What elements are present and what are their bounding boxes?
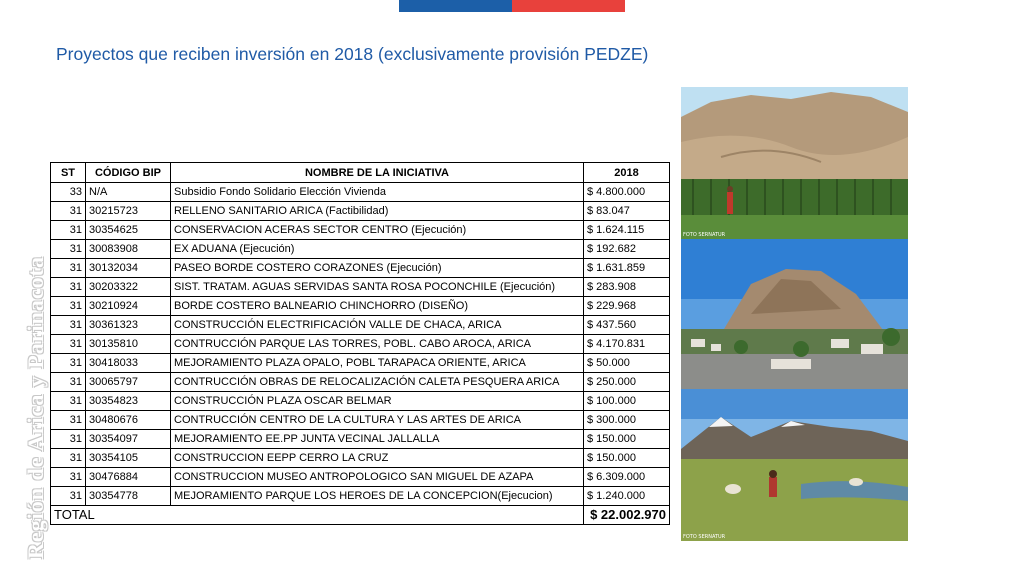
cell-nombre: CONTRUCCIÓN PARQUE LAS TORRES, POBL. CABO AROCA, ARICA: [171, 335, 584, 354]
cell-st: 31: [51, 335, 86, 354]
altiplano-photo: [681, 389, 908, 541]
cell-st: 31: [51, 316, 86, 335]
cell-codigo-bip: 30215723: [86, 202, 171, 221]
cell-monto: $ 283.908: [584, 278, 670, 297]
cell-nombre: CONTRUCCIÓN OBRAS DE RELOCALIZACIÓN CALETA PESQUERA ARICA: [171, 373, 584, 392]
cell-nombre: CONSTRUCCIÓN ELECTRIFICACIÓN VALLE DE CHACA, ARICA: [171, 316, 584, 335]
altiplano-photo-credit: FOTO SERNATUR: [683, 534, 726, 540]
cell-st: 31: [51, 202, 86, 221]
cell-monto: $ 229.968: [584, 297, 670, 316]
total-amount: $ 22.002.970: [584, 506, 670, 525]
cell-monto: $ 192.682: [584, 240, 670, 259]
cell-nombre: RELLENO SANITARIO ARICA (Factibilidad): [171, 202, 584, 221]
cell-nombre: MEJORAMIENTO PARQUE LOS HEROES DE LA CONCEPCION(Ejecucion): [171, 487, 584, 506]
morro-photo: [681, 239, 908, 389]
cell-codigo-bip: 30354823: [86, 392, 171, 411]
flag-red-bar: [512, 0, 625, 12]
table-row: [51, 487, 670, 506]
cell-codigo-bip: N/A: [86, 183, 171, 202]
cell-st: 31: [51, 487, 86, 506]
table-row: [51, 278, 670, 297]
cell-nombre: MEJORAMIENTO PLAZA OPALO, POBL TARAPACA ORIENTE, ARICA: [171, 354, 584, 373]
cell-monto: $ 100.000: [584, 392, 670, 411]
header-year: 2018: [584, 163, 670, 183]
table-row: [51, 335, 670, 354]
cell-codigo-bip: 30065797: [86, 373, 171, 392]
cell-st: 31: [51, 221, 86, 240]
cell-codigo-bip: 30210924: [86, 297, 171, 316]
table-row: [51, 240, 670, 259]
cell-codigo-bip: 30135810: [86, 335, 171, 354]
cell-codigo-bip: 30354778: [86, 487, 171, 506]
table-row: [51, 392, 670, 411]
cell-st: 31: [51, 373, 86, 392]
cell-nombre: BORDE COSTERO BALNEARIO CHINCHORRO (DISEÑO): [171, 297, 584, 316]
header-st: ST: [51, 163, 86, 183]
valley-photo: [681, 87, 908, 239]
cell-nombre: CONSTRUCCION EEPP CERRO LA CRUZ: [171, 449, 584, 468]
page-title: Proyectos que reciben inversión en 2018 (exclusivamente provisión PEDZE): [56, 44, 649, 64]
cell-nombre: Subsidio Fondo Solidario Elección Vivienda: [171, 183, 584, 202]
cell-nombre: EX ADUANA (Ejecución): [171, 240, 584, 259]
cell-codigo-bip: 30083908: [86, 240, 171, 259]
table-row: [51, 468, 670, 487]
cell-st: 31: [51, 411, 86, 430]
cell-monto: $ 250.000: [584, 373, 670, 392]
cell-monto: $ 4.170.831: [584, 335, 670, 354]
cell-monto: $ 4.800.000: [584, 183, 670, 202]
cell-codigo-bip: 30361323: [86, 316, 171, 335]
cell-st: 31: [51, 449, 86, 468]
cell-codigo-bip: 30480676: [86, 411, 171, 430]
cell-st: 31: [51, 278, 86, 297]
cell-monto: $ 6.309.000: [584, 468, 670, 487]
investment-table: [50, 162, 670, 525]
header-nombre: NOMBRE DE LA INICIATIVA: [171, 163, 584, 183]
cell-nombre: MEJORAMIENTO EE.PP JUNTA VECINAL JALLALLA: [171, 430, 584, 449]
table-row: [51, 183, 670, 202]
flag-blue-bar: [399, 0, 512, 12]
cell-monto: $ 300.000: [584, 411, 670, 430]
cell-st: 31: [51, 259, 86, 278]
table-row: [51, 202, 670, 221]
cell-nombre: PASEO BORDE COSTERO CORAZONES (Ejecución): [171, 259, 584, 278]
cell-monto: $ 150.000: [584, 430, 670, 449]
table-row: [51, 316, 670, 335]
cell-codigo-bip: 30476884: [86, 468, 171, 487]
total-label: TOTAL: [51, 506, 584, 525]
cell-nombre: SIST. TRATAM. AGUAS SERVIDAS SANTA ROSA POCONCHILE (Ejecución): [171, 278, 584, 297]
cell-monto: $ 1.624.115: [584, 221, 670, 240]
cell-monto: $ 1.631.859: [584, 259, 670, 278]
cell-codigo-bip: 30418033: [86, 354, 171, 373]
header-codigo-bip: CÓDIGO BIP: [86, 163, 171, 183]
cell-monto: $ 437.560: [584, 316, 670, 335]
cell-monto: $ 150.000: [584, 449, 670, 468]
table-row: [51, 430, 670, 449]
cell-st: 33: [51, 183, 86, 202]
table-row: [51, 221, 670, 240]
cell-codigo-bip: 30132034: [86, 259, 171, 278]
cell-st: 31: [51, 430, 86, 449]
table-row: [51, 354, 670, 373]
table-header-row: [51, 163, 670, 183]
cell-monto: $ 1.240.000: [584, 487, 670, 506]
valley-photo-credit: FOTO SERNATUR: [683, 232, 726, 238]
cell-nombre: CONSERVACION ACERAS SECTOR CENTRO (Ejecución): [171, 221, 584, 240]
total-row: [51, 506, 670, 525]
cell-monto: $ 50.000: [584, 354, 670, 373]
table-row: [51, 373, 670, 392]
table-row: [51, 411, 670, 430]
cell-st: 31: [51, 392, 86, 411]
cell-nombre: CONTRUCCIÓN CENTRO DE LA CULTURA Y LAS ARTES DE ARICA: [171, 411, 584, 430]
cell-st: 31: [51, 297, 86, 316]
cell-st: 31: [51, 354, 86, 373]
cell-codigo-bip: 30203322: [86, 278, 171, 297]
table-row: [51, 297, 670, 316]
cell-monto: $ 83.047: [584, 202, 670, 221]
cell-st: 31: [51, 240, 86, 259]
cell-nombre: CONSTRUCCIÓN PLAZA OSCAR BELMAR: [171, 392, 584, 411]
cell-nombre: CONSTRUCCION MUSEO ANTROPOLOGICO SAN MIGUEL DE AZAPA: [171, 468, 584, 487]
cell-codigo-bip: 30354105: [86, 449, 171, 468]
cell-codigo-bip: 30354097: [86, 430, 171, 449]
table-row: [51, 259, 670, 278]
cell-codigo-bip: 30354625: [86, 221, 171, 240]
cell-st: 31: [51, 468, 86, 487]
region-side-label: Región de Arica y Parinacota: [23, 256, 48, 559]
table-row: [51, 449, 670, 468]
